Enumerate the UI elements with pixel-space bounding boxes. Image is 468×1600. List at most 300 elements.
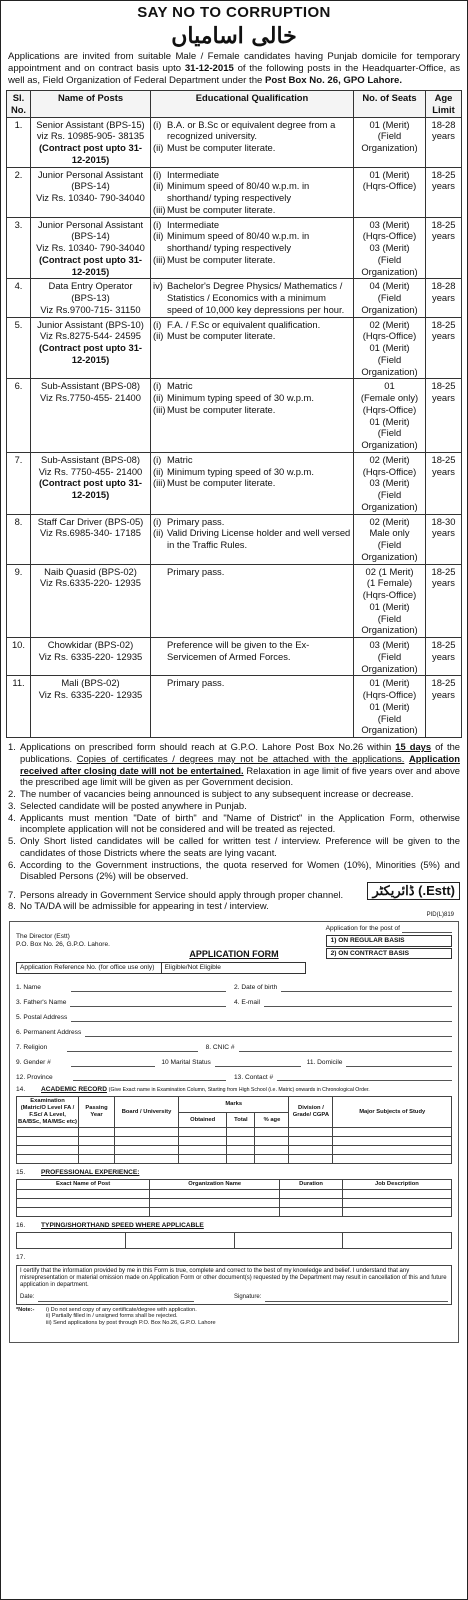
age-line: 18-25 <box>431 639 456 651</box>
form-basis <box>326 925 452 960</box>
qualification-text: Valid Driving License holder and well versed in the Traffic Rules. <box>167 527 351 551</box>
table-row[interactable] <box>17 1146 452 1155</box>
seats-line: Organization) <box>361 142 418 154</box>
qualification-text: Must be computer literate. <box>167 477 276 489</box>
seats-line: 02 (Merit) <box>369 318 410 330</box>
academic-table <box>16 1096 452 1164</box>
note-warning: Application received after closing date will not be entertained. <box>20 752 460 776</box>
seats-line: Male only <box>369 527 410 539</box>
post-name <box>31 117 151 167</box>
form-row <box>16 1074 452 1082</box>
table-row[interactable] <box>17 1137 452 1146</box>
post-name-line: Chowkidar (BPS-02) <box>47 639 134 651</box>
post-name-line: Viz Rs.7750-455- 21400 <box>40 392 141 404</box>
seats-line: 01 (Merit) <box>369 677 410 689</box>
seats-line: Organization) <box>361 724 418 736</box>
qualification-text: Preference will be given to the Ex-Servicemen of Armed Forces. <box>167 639 310 662</box>
seats-line: 01 (Merit) <box>369 415 410 427</box>
seats-line: 02 (Merit) <box>369 515 410 527</box>
qualification-number <box>153 639 167 663</box>
table-row <box>7 217 462 279</box>
age-line: 18-25 <box>431 677 456 689</box>
contract-note: (Contract post upto 31-12-2015) <box>38 477 143 501</box>
qualification-text: Intermediate <box>167 168 220 180</box>
seats-line: (Field <box>377 353 402 365</box>
col-seats: No. of Seats <box>354 91 426 118</box>
note-text: of the publications. <box>20 741 460 764</box>
marks-header: Marks <box>179 1097 289 1112</box>
post-name-line: Mali (BPS-02) <box>61 677 120 689</box>
professional-section <box>16 1169 452 1217</box>
duration-header: Duration <box>280 1180 343 1190</box>
seats <box>354 117 426 167</box>
age-limit <box>426 217 462 279</box>
qualification <box>151 638 354 676</box>
qualification-number: (i) <box>153 168 162 180</box>
qualification-item <box>153 180 351 204</box>
application-form <box>9 921 459 1343</box>
qualification-number: (ii) <box>153 527 164 539</box>
regular-basis-option[interactable]: 1) ON REGULAR BASIS <box>326 935 452 947</box>
age-limit <box>426 514 462 564</box>
seats-line: Organization) <box>361 662 418 674</box>
contact-label: 13. Contact # <box>234 1073 274 1081</box>
post-name-line: Viz Rs.8275-544- 24595 <box>40 330 141 342</box>
note-number: 3. <box>8 799 16 811</box>
serial-number: 4. <box>7 279 31 317</box>
seats <box>354 167 426 217</box>
contact-field[interactable] <box>277 1074 452 1081</box>
post-header: Exact Name of Post <box>17 1180 150 1190</box>
seats <box>354 514 426 564</box>
seats-line: Organization) <box>361 265 418 277</box>
domicile-label: 11. Domicile <box>306 1058 343 1066</box>
marital-status-label: 10 Marital Status <box>161 1058 211 1066</box>
domicile-field[interactable] <box>346 1060 452 1067</box>
seats-line: 01 (Merit) <box>369 700 410 712</box>
age-line: years <box>432 392 455 404</box>
qualification-number: (i) <box>153 318 162 330</box>
email-field[interactable] <box>264 1000 452 1007</box>
academic-record-heading: ACADEMIC RECORD <box>41 1086 107 1094</box>
note-text: Selected candidate will be posted anywhere in Punjab. <box>20 799 247 811</box>
col-qualification: Educational Qualification <box>151 91 354 118</box>
qualification <box>151 117 354 167</box>
qualification <box>151 379 354 453</box>
seats <box>354 217 426 279</box>
declaration-text: I certify that the information provided by me in this Form is true, complete and correct to the best of my knowledge and belief. I understand that any misrepresentation or material omission made on Application Form or other document(s) requested by the Department may result in cancellation of this and future application in department. <box>20 1267 447 1289</box>
qualification-item <box>153 280 351 315</box>
passing-year-header: Passing Year <box>79 1097 115 1128</box>
religion-label: 7. Religion <box>16 1043 48 1051</box>
qualification-number: (ii) <box>153 142 164 154</box>
age-limit <box>426 379 462 453</box>
religion-field[interactable] <box>67 1045 197 1052</box>
board-header: Board / University <box>115 1097 179 1128</box>
age-line: years <box>432 180 455 192</box>
qualification-text: Bachelor's Degree Physics/ Mathematics / Statistics / Economics with a minimum speed of 10,000 key depressions per hour. <box>167 280 345 315</box>
table-row[interactable] <box>17 1155 452 1164</box>
postal-address-label: 5. Postal Address <box>16 1013 68 1021</box>
typing-heading: TYPING/SHORTHAND SPEED WHERE APPLICABLE <box>41 1222 204 1230</box>
note-item <box>8 788 460 800</box>
seats-line: (1 Female) <box>366 577 413 589</box>
qualification-text: Matric <box>167 453 193 465</box>
footnote-label: *Note:- <box>16 1306 35 1313</box>
main-title: SAY NO TO CORRUPTION <box>137 4 331 21</box>
qualification-item <box>153 204 351 216</box>
table-row <box>7 117 462 167</box>
qualification-item <box>153 169 351 181</box>
serial-number: 6. <box>7 379 31 453</box>
qualification-number: (i) <box>153 118 162 130</box>
qualification-number: (ii) <box>153 180 164 192</box>
seats-line: 01 (Merit) <box>369 600 410 612</box>
notes-list <box>8 741 460 912</box>
post-name-line: Sub-Assistant (BPS-08) <box>41 380 140 392</box>
address-line: The Director (Estt) <box>16 932 70 940</box>
qualification-number: (iii) <box>153 403 166 415</box>
intro-post-box: Post Box No. 26, GPO Lahore. <box>265 75 403 87</box>
post-applied-field[interactable] <box>402 926 452 933</box>
job-description-header: Job Description <box>342 1180 451 1190</box>
seats <box>354 279 426 317</box>
seats-line: (Field <box>377 253 402 265</box>
seats-line: Organization) <box>361 624 418 636</box>
province-field[interactable] <box>73 1074 226 1081</box>
qualification-text: Must be computer literate. <box>167 330 276 342</box>
signature-field[interactable] <box>265 1295 448 1302</box>
qualification <box>151 676 354 738</box>
gender-field[interactable] <box>71 1060 156 1067</box>
seats-line: (Hqrs-Office) <box>362 403 417 415</box>
seats-line: (Field <box>377 712 402 724</box>
father-name-label: 3. Father's Name <box>16 999 67 1007</box>
serial-number: 2. <box>7 167 31 217</box>
qualification-item <box>153 392 351 404</box>
post-name <box>31 452 151 514</box>
qualification-text: Minimum speed of 80/40 w.p.m. in shorthand/ typing respectively <box>167 230 310 254</box>
date-label: Date: <box>20 1294 35 1301</box>
estt-signature: (Estt.) ڈائریکٹر <box>367 882 460 900</box>
post-name-line: Viz Rs.6985-340- 17185 <box>40 527 141 539</box>
seats-line: (Field <box>377 292 402 304</box>
age-line: years <box>432 292 455 304</box>
seats <box>354 564 426 638</box>
post-name <box>31 564 151 638</box>
table-row <box>7 676 462 738</box>
form-title: APPLICATION FORM <box>189 949 279 960</box>
seats-line: 03 (Merit) <box>369 218 410 230</box>
post-name <box>31 514 151 564</box>
table-row <box>7 379 462 453</box>
seats-line: 01 (Merit) <box>369 168 410 180</box>
table-row <box>7 317 462 379</box>
post-name <box>31 167 151 217</box>
qualification-number: (ii) <box>153 230 164 242</box>
note-text: No TA/DA will be admissible for appearing in test / interview. <box>20 900 269 912</box>
section-number: 17. <box>16 1253 26 1261</box>
qualification <box>151 514 354 564</box>
age-line: years <box>432 330 455 342</box>
qualification-item <box>153 454 351 466</box>
post-name-line: Staff Car Driver (BPS-05) <box>37 515 144 527</box>
serial-number: 7. <box>7 452 31 514</box>
seats-line: (Field <box>377 427 402 439</box>
table-row <box>7 564 462 638</box>
col-name: Name of Posts <box>31 91 151 118</box>
qualification-item <box>153 516 351 528</box>
posts-table-body <box>7 117 462 738</box>
table-row[interactable] <box>17 1128 452 1137</box>
post-name-line: Naib Quasid (BPS-02) <box>44 565 137 577</box>
seats-line: (Field <box>377 489 402 501</box>
age-limit <box>426 452 462 514</box>
name-field[interactable] <box>71 985 226 992</box>
post-name <box>31 317 151 379</box>
form-row <box>16 984 452 992</box>
seats-line: Organization) <box>361 439 418 451</box>
qualification <box>151 167 354 217</box>
intro-text-2: of the following posts in the Headquarter-Office, as well as, Field Organization of Federal Department under the <box>8 63 461 87</box>
seats-line: (Hqrs-Office) <box>362 465 417 477</box>
table-header-row <box>7 91 462 118</box>
professional-table <box>16 1179 452 1217</box>
qualification-item <box>153 119 351 143</box>
form-row <box>16 1044 452 1052</box>
note-text: Applicants must mention "Date of birth" and "Name of District" in the Application Form, otherwise incomplete application will not be considered and will be treated as rejected. <box>20 811 460 835</box>
age-line: years <box>432 650 455 662</box>
seats-line: Organization) <box>361 500 418 512</box>
post-name-line: Sub-Assistant (BPS-08) <box>41 453 140 465</box>
dob-field[interactable] <box>281 985 452 992</box>
qualification-text: Minimum typing speed of 30 w.p.m. <box>167 392 314 404</box>
seats <box>354 317 426 379</box>
serial-number: 8. <box>7 514 31 564</box>
academic-note: (Give Exact name in Examination Column, Starting from High School (i.e. Matric) onwards in Chronological Order. <box>108 1087 370 1094</box>
postal-address-field[interactable] <box>71 1015 452 1022</box>
post-name-line: Viz Rs.6335-220- 12935 <box>40 577 141 589</box>
qualification-number: iv) <box>153 280 163 292</box>
note-number: 5. <box>8 835 16 847</box>
qualification-item <box>153 380 351 392</box>
post-name-line: Viz Rs. 6335-220- 12935 <box>38 689 143 701</box>
age-line: 18-25 <box>431 453 456 465</box>
post-name-line: Data Entry Operator <box>48 280 133 292</box>
gender-label: 9. Gender # <box>16 1058 51 1066</box>
post-name-line: Junior Assistant (BPS-10) <box>37 318 144 330</box>
qualification-text: Primary pass. <box>167 515 225 527</box>
post-name-line: Junior Personal Assistant <box>37 168 144 180</box>
post-name-line: Viz Rs. 7750-455- 21400 <box>38 465 143 477</box>
post-name-line: Junior Personal Assistant <box>37 218 144 230</box>
age-line: 18-25 <box>431 218 456 230</box>
age-line: 18-28 <box>431 118 456 130</box>
age-limit <box>426 167 462 217</box>
note-underline: Copies of certificates / degrees may not be attached with the applications. <box>76 752 405 764</box>
seats-line: Organization) <box>361 303 418 315</box>
post-name <box>31 676 151 738</box>
seats-line: 03 (Merit) <box>369 639 410 651</box>
section-number: 14. <box>16 1086 26 1094</box>
age-limit <box>426 279 462 317</box>
declaration-section <box>16 1254 452 1327</box>
typing-section <box>16 1222 452 1249</box>
qualification-number: (iii) <box>153 253 166 265</box>
note-text: Only Short listed candidates will be called for written test / interview. Preference will be given to the candidates of those Districts where the seats are lying vacant. <box>20 835 460 858</box>
form-row <box>16 1014 452 1022</box>
seats-line: 03 (Merit) <box>369 242 410 254</box>
table-row <box>7 638 462 676</box>
table-row <box>7 279 462 317</box>
note-text: The number of vacancies being announced is subject to any subsequent increase or decrease. <box>20 788 414 800</box>
qualification-text: Must be computer literate. <box>167 203 276 215</box>
seats <box>354 379 426 453</box>
qualification-text: Primary pass. <box>167 565 225 577</box>
exam-header: Examination (Matric/O Level FA / F.Sc/ A Level, BA/BSc, MA/MSc etc) <box>17 1097 79 1128</box>
qualification-number: (iii) <box>153 203 166 215</box>
table-row[interactable] <box>17 1208 452 1217</box>
age-limit <box>426 564 462 638</box>
name-label: 1. Name <box>16 984 41 992</box>
footnote-item: ii) Partially filled in / unsigned forms shall be rejected. <box>46 1313 178 1320</box>
obtained-header: Obtained <box>179 1112 227 1127</box>
serial-number: 11. <box>7 676 31 738</box>
seats-line: 01 (Merit) <box>369 342 410 354</box>
seats <box>354 676 426 738</box>
serial-number: 3. <box>7 217 31 279</box>
qualification-text: F.A. / F.Sc or equivalent qualification. <box>167 318 321 330</box>
seats-line: (Hqrs-Office) <box>362 689 417 701</box>
qualification-text: Matric <box>167 380 193 392</box>
signature-label: Signature: <box>234 1294 262 1301</box>
table-row[interactable] <box>17 1199 452 1208</box>
note-item <box>8 812 460 836</box>
note-item <box>8 835 460 859</box>
academic-section <box>16 1086 452 1164</box>
qualification-item <box>153 142 351 154</box>
note-item: 8. No TA/DA will be admissible for appearing in test / interview. <box>8 900 269 912</box>
age-line: years <box>432 465 455 477</box>
header <box>6 4 462 50</box>
footnote-item: iii) Send applications by post through P.O. Box No.26, G.P.O. Lahore <box>46 1320 216 1327</box>
post-name-line: Viz Rs. 6335-220- 12935 <box>38 650 143 662</box>
typing-table <box>16 1232 452 1249</box>
seats-line: 01 (Merit) <box>369 118 410 130</box>
qualification-number: (ii) <box>153 392 164 404</box>
note-item <box>8 859 460 883</box>
qualification-item <box>153 219 351 231</box>
subjects-header: Major Subjects of Study <box>333 1097 452 1128</box>
intro-date: 31-12-2015 <box>184 63 234 75</box>
seats-line: (Hqrs-Office) <box>362 589 417 601</box>
post-name-line: Viz Rs. 10340- 790-34040 <box>36 242 145 254</box>
post-name-line: Viz Rs. 10340- 790-34040 <box>36 192 145 204</box>
qualification-item <box>153 254 351 266</box>
qualification-item <box>153 404 351 416</box>
age-limit <box>426 117 462 167</box>
post-name <box>31 379 151 453</box>
qualification-text: Must be computer literate. <box>167 403 276 415</box>
seats <box>354 638 426 676</box>
seats-line: (Female only) <box>360 392 419 404</box>
declaration-box <box>16 1265 452 1305</box>
note-text: According to the Government instructions, the quota reserved for Women (10%), Minorities (5%) and Disabled Persons (2%) will be observed. <box>20 858 460 882</box>
age-line: 18-30 <box>431 515 456 527</box>
qualification <box>151 564 354 638</box>
serial-number: 9. <box>7 564 31 638</box>
qualification-number: (i) <box>153 453 162 465</box>
contract-basis-option[interactable]: 2) ON CONTRACT BASIS <box>326 948 452 960</box>
serial-number: 10. <box>7 638 31 676</box>
seats-line: 03 (Merit) <box>369 477 410 489</box>
post-applied-label: Application for the post of <box>325 924 400 932</box>
contract-note: (Contract post upto 31-12-2015) <box>38 342 143 365</box>
form-address <box>16 925 110 960</box>
age-line: years <box>432 130 455 142</box>
marital-status-field[interactable] <box>215 1060 301 1067</box>
intro-text: Applications are invited from suitable Male / Female candidates having Punjab domicile for temporary appointment and on contract basis upto <box>8 51 460 75</box>
section-number: 16. <box>16 1222 26 1230</box>
age-limit <box>426 638 462 676</box>
qualification-item <box>153 466 351 478</box>
qualification-item <box>153 677 351 689</box>
division-header: Division / Grade/ CGPA <box>289 1097 333 1128</box>
contract-note: (Contract post upto 31-12-2015) <box>38 253 143 277</box>
post-name <box>31 638 151 676</box>
qualification-item <box>153 477 351 489</box>
seats-line: (Field <box>377 539 402 551</box>
pid-code: PID(L)819 <box>426 912 454 919</box>
age-line: years <box>432 689 455 701</box>
posts-table <box>6 90 462 738</box>
father-name-field[interactable] <box>70 1000 226 1007</box>
permanent-address-field[interactable] <box>85 1030 452 1037</box>
seats-line: (Hqrs-Office) <box>362 330 417 342</box>
seats <box>354 452 426 514</box>
post-name-line: (BPS-14) <box>71 180 110 192</box>
qualification-item <box>153 319 351 331</box>
post-name-line: Viz Rs.9700-715- 31150 <box>40 303 141 315</box>
seats-line: (Hqrs-Office) <box>362 230 417 242</box>
organization-header: Organization Name <box>150 1180 280 1190</box>
qualification-number: (i) <box>153 218 162 230</box>
qualification-item <box>153 639 351 663</box>
qualification-number: (ii) <box>153 465 164 477</box>
reference-label: Application Reference No. (for office use only) <box>20 964 155 972</box>
date-field[interactable] <box>38 1295 194 1302</box>
qualification-number: (i) <box>153 380 162 392</box>
seats-line: 02 (1 Merit) <box>365 565 414 577</box>
seats-line: Organization) <box>361 365 418 377</box>
note-number: 4. <box>8 811 16 823</box>
note-text: Applications on prescribed form should reach at G.P.O. Lahore Post Box No.26 within <box>20 741 396 753</box>
seats-line: 02 (Merit) <box>369 453 410 465</box>
seats-line: 01 <box>384 380 395 392</box>
note-number: 6. <box>8 858 16 870</box>
seats-line: (Field <box>377 650 402 662</box>
form-row <box>16 1029 452 1037</box>
qualification-text: Primary pass. <box>167 677 225 689</box>
cnic-field[interactable] <box>239 1045 452 1052</box>
table-row[interactable] <box>17 1232 452 1248</box>
professional-heading: PROFESSIONAL EXPERIENCE: <box>41 1169 140 1177</box>
table-row[interactable] <box>17 1190 452 1199</box>
reference-box <box>16 962 306 974</box>
col-sl: Sl. No. <box>7 91 31 118</box>
form-row <box>20 1294 448 1301</box>
total-header: Total <box>227 1112 255 1127</box>
